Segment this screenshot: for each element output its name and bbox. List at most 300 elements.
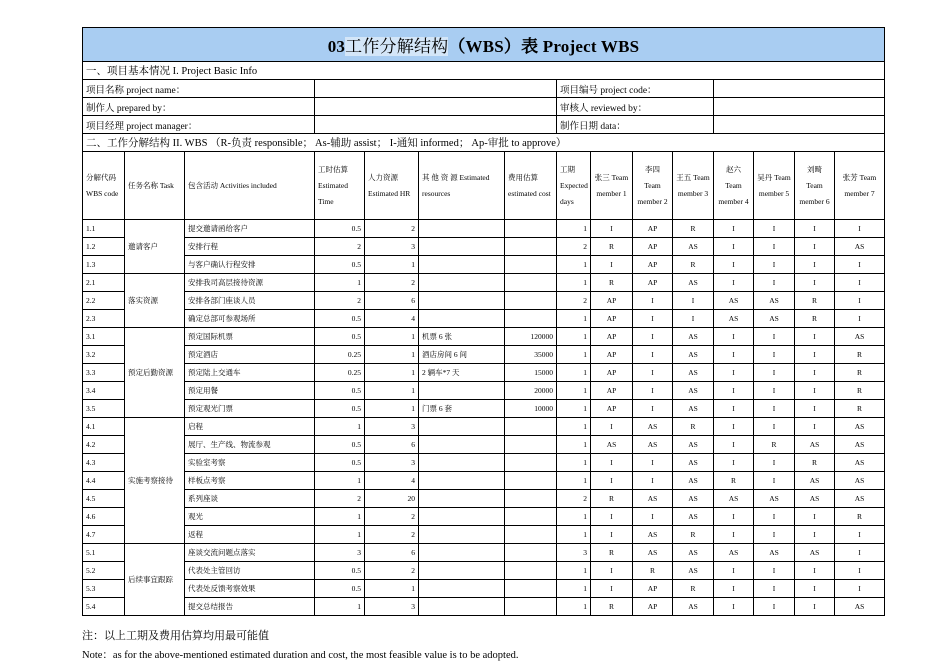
raci-cell-member-6: I <box>795 508 835 526</box>
hr-cell: 2 <box>365 526 419 544</box>
activity-cell: 预定陆上交通车 <box>185 364 315 382</box>
wbs-code-cell: 2.1 <box>83 274 125 292</box>
header-member-6: 刘畸 Team member 6 <box>795 152 835 220</box>
activity-cell: 观光 <box>185 508 315 526</box>
hr-cell: 6 <box>365 436 419 454</box>
time-cell: 0.5 <box>315 562 365 580</box>
table-row <box>83 364 885 382</box>
raci-cell-member-7: AS <box>835 598 885 616</box>
raci-cell-member-4: I <box>714 238 754 256</box>
hr-cell: 1 <box>365 364 419 382</box>
raci-cell-member-7: AS <box>835 238 885 256</box>
title-suffix: （WBS）表 Project WBS <box>448 37 640 56</box>
time-cell: 0.5 <box>315 310 365 328</box>
raci-cell-member-1: AP <box>591 310 633 328</box>
header-member-3: 王五 Team member 3 <box>673 152 714 220</box>
prepared-by-label: 制作人 prepared by： <box>83 98 315 116</box>
title-highlight: 工作分解结构 <box>345 37 449 56</box>
raci-cell-member-1: I <box>591 472 633 490</box>
time-cell: 2 <box>315 490 365 508</box>
raci-cell-member-2: AS <box>633 526 673 544</box>
hr-cell: 2 <box>365 562 419 580</box>
raci-cell-member-7: I <box>835 562 885 580</box>
table-row <box>83 310 885 328</box>
raci-cell-member-5: I <box>754 418 795 436</box>
raci-cell-member-5: AS <box>754 490 795 508</box>
wbs-code-cell: 2.2 <box>83 292 125 310</box>
wbs-sheet <box>82 27 884 616</box>
cost-cell: 120000 <box>505 328 557 346</box>
raci-cell-member-4: I <box>714 526 754 544</box>
header-member-5: 吴丹 Team member 5 <box>754 152 795 220</box>
raci-cell-member-5: I <box>754 382 795 400</box>
activity-cell: 样板点考察 <box>185 472 315 490</box>
raci-cell-member-2: I <box>633 472 673 490</box>
activity-cell: 确定总部可参观场所 <box>185 310 315 328</box>
activity-cell: 预定国际机票 <box>185 328 315 346</box>
header-resources: 其 他 资 源 Estimated resources <box>419 152 505 220</box>
table-row <box>83 544 885 562</box>
header-hr: 人力资源 Estimated HR <box>365 152 419 220</box>
time-cell: 0.5 <box>315 454 365 472</box>
wbs-code-cell: 4.4 <box>83 472 125 490</box>
resource-cell <box>419 526 505 544</box>
time-cell: 0.25 <box>315 346 365 364</box>
raci-cell-member-6: AS <box>795 544 835 562</box>
raci-cell-member-2: AP <box>633 238 673 256</box>
resource-cell: 2 辆车*7 天 <box>419 364 505 382</box>
raci-cell-member-3: AS <box>673 454 714 472</box>
resource-cell <box>419 580 505 598</box>
raci-cell-member-5: I <box>754 274 795 292</box>
table-row <box>83 382 885 400</box>
task-name-cell: 邀请客户 <box>125 220 185 274</box>
raci-cell-member-4: I <box>714 220 754 238</box>
raci-cell-member-2: AS <box>633 418 673 436</box>
project-name-value[interactable] <box>315 80 557 98</box>
days-cell: 1 <box>557 598 591 616</box>
raci-cell-member-3: AS <box>673 364 714 382</box>
days-cell: 1 <box>557 580 591 598</box>
raci-cell-member-5: I <box>754 328 795 346</box>
cost-cell <box>505 490 557 508</box>
raci-cell-member-4: AS <box>714 490 754 508</box>
raci-cell-member-5: I <box>754 472 795 490</box>
days-cell: 1 <box>557 382 591 400</box>
raci-cell-member-5: I <box>754 508 795 526</box>
resource-cell <box>419 454 505 472</box>
resource-cell <box>419 508 505 526</box>
raci-cell-member-7: I <box>835 292 885 310</box>
days-cell: 3 <box>557 544 591 562</box>
raci-cell-member-6: I <box>795 526 835 544</box>
raci-cell-member-6: I <box>795 274 835 292</box>
wbs-code-cell: 5.3 <box>83 580 125 598</box>
raci-cell-member-1: AP <box>591 292 633 310</box>
project-code-label: 项目编号 project code： <box>557 80 714 98</box>
resource-cell <box>419 562 505 580</box>
raci-cell-member-3: AS <box>673 490 714 508</box>
wbs-code-cell: 4.3 <box>83 454 125 472</box>
time-cell: 1 <box>315 274 365 292</box>
raci-cell-member-2: AP <box>633 220 673 238</box>
raci-cell-member-3: AS <box>673 400 714 418</box>
raci-cell-member-1: I <box>591 256 633 274</box>
cost-cell: 15000 <box>505 364 557 382</box>
hr-cell: 4 <box>365 472 419 490</box>
wbs-code-cell: 4.6 <box>83 508 125 526</box>
raci-cell-member-2: AS <box>633 436 673 454</box>
project-code-value[interactable] <box>714 80 885 98</box>
raci-cell-member-3: AS <box>673 544 714 562</box>
days-cell: 1 <box>557 256 591 274</box>
raci-cell-member-7: AS <box>835 472 885 490</box>
raci-cell-member-4: I <box>714 346 754 364</box>
cost-cell <box>505 580 557 598</box>
raci-cell-member-2: I <box>633 310 673 328</box>
raci-cell-member-1: AP <box>591 400 633 418</box>
time-cell: 1 <box>315 598 365 616</box>
raci-cell-member-2: I <box>633 454 673 472</box>
raci-cell-member-3: I <box>673 310 714 328</box>
time-cell: 0.5 <box>315 256 365 274</box>
raci-cell-member-3: R <box>673 418 714 436</box>
raci-cell-member-6: I <box>795 238 835 256</box>
resource-cell <box>419 472 505 490</box>
table-row <box>83 346 885 364</box>
resource-cell <box>419 220 505 238</box>
raci-cell-member-7: I <box>835 580 885 598</box>
time-cell: 1 <box>315 526 365 544</box>
raci-cell-member-5: AS <box>754 544 795 562</box>
time-cell: 1 <box>315 472 365 490</box>
days-cell: 1 <box>557 400 591 418</box>
raci-cell-member-2: I <box>633 328 673 346</box>
raci-cell-member-4: I <box>714 598 754 616</box>
cost-cell: 35000 <box>505 346 557 364</box>
table-row <box>83 580 885 598</box>
section-basic-info: 一、项目基本情况 I. Project Basic Info <box>83 62 885 80</box>
days-cell: 2 <box>557 238 591 256</box>
raci-cell-member-4: I <box>714 454 754 472</box>
header-code: 分解代码 WBS code <box>83 152 125 220</box>
days-cell: 1 <box>557 562 591 580</box>
wbs-code-cell: 3.3 <box>83 364 125 382</box>
raci-cell-member-4: I <box>714 382 754 400</box>
activity-cell: 系列座谈 <box>185 490 315 508</box>
activity-cell: 启程 <box>185 418 315 436</box>
raci-cell-member-2: I <box>633 382 673 400</box>
raci-cell-member-7: R <box>835 364 885 382</box>
raci-cell-member-4: I <box>714 328 754 346</box>
raci-cell-member-3: AS <box>673 508 714 526</box>
activity-cell: 展厅、生产线、物流参观 <box>185 436 315 454</box>
resource-cell <box>419 256 505 274</box>
notes <box>82 627 884 665</box>
hr-cell: 3 <box>365 238 419 256</box>
raci-cell-member-2: AP <box>633 256 673 274</box>
wbs-code-cell: 3.1 <box>83 328 125 346</box>
raci-cell-member-1: R <box>591 238 633 256</box>
cost-cell <box>505 562 557 580</box>
raci-cell-member-7: I <box>835 526 885 544</box>
raci-cell-member-1: AP <box>591 328 633 346</box>
raci-cell-member-4: I <box>714 400 754 418</box>
raci-cell-member-7: I <box>835 544 885 562</box>
raci-cell-member-1: R <box>591 490 633 508</box>
cost-cell <box>505 454 557 472</box>
wbs-code-cell: 4.1 <box>83 418 125 436</box>
raci-cell-member-3: AS <box>673 382 714 400</box>
table-row <box>83 274 885 292</box>
date-value[interactable] <box>714 116 885 134</box>
raci-cell-member-1: I <box>591 580 633 598</box>
days-cell: 1 <box>557 274 591 292</box>
raci-cell-member-5: I <box>754 238 795 256</box>
wbs-code-cell: 3.5 <box>83 400 125 418</box>
table-row <box>83 454 885 472</box>
raci-cell-member-6: I <box>795 382 835 400</box>
reviewed-by-value[interactable] <box>714 98 885 116</box>
wbs-code-cell: 4.7 <box>83 526 125 544</box>
raci-cell-member-1: I <box>591 508 633 526</box>
wbs-code-cell: 5.4 <box>83 598 125 616</box>
hr-cell: 3 <box>365 418 419 436</box>
raci-cell-member-6: AS <box>795 472 835 490</box>
raci-cell-member-7: R <box>835 346 885 364</box>
wbs-code-cell: 3.4 <box>83 382 125 400</box>
raci-cell-member-3: AS <box>673 472 714 490</box>
header-days: 工期 Expected days <box>557 152 591 220</box>
resource-cell: 酒店房间 6 间 <box>419 346 505 364</box>
raci-cell-member-3: AS <box>673 328 714 346</box>
raci-cell-member-5: R <box>754 436 795 454</box>
resource-cell: 机票 6 张 <box>419 328 505 346</box>
raci-cell-member-2: AP <box>633 274 673 292</box>
raci-cell-member-1: AP <box>591 382 633 400</box>
raci-cell-member-7: R <box>835 508 885 526</box>
note-en: Note：as for the above-mentioned estimated duration and cost, the most feasible value is to be adopted. <box>82 650 519 661</box>
task-name-cell: 实施考察接待 <box>125 418 185 544</box>
days-cell: 1 <box>557 526 591 544</box>
wbs-code-cell: 4.2 <box>83 436 125 454</box>
raci-cell-member-3: R <box>673 580 714 598</box>
resource-cell <box>419 490 505 508</box>
task-name-cell: 预定后勤资源 <box>125 328 185 418</box>
days-cell: 1 <box>557 346 591 364</box>
raci-cell-member-7: AS <box>835 418 885 436</box>
raci-cell-member-6: R <box>795 454 835 472</box>
raci-cell-member-3: R <box>673 526 714 544</box>
raci-cell-member-6: I <box>795 346 835 364</box>
wbs-table <box>82 27 885 616</box>
raci-cell-member-4: I <box>714 256 754 274</box>
raci-cell-member-1: R <box>591 598 633 616</box>
manager-label: 项目经理 project manager： <box>83 116 315 134</box>
raci-cell-member-6: R <box>795 310 835 328</box>
raci-cell-member-5: I <box>754 454 795 472</box>
raci-cell-member-6: I <box>795 328 835 346</box>
cost-cell: 10000 <box>505 400 557 418</box>
raci-cell-member-1: I <box>591 220 633 238</box>
raci-cell-member-4: I <box>714 508 754 526</box>
raci-cell-member-6: I <box>795 580 835 598</box>
days-cell: 1 <box>557 328 591 346</box>
wbs-code-cell: 5.2 <box>83 562 125 580</box>
resource-cell <box>419 436 505 454</box>
table-row <box>83 598 885 616</box>
wbs-header-row <box>83 152 885 220</box>
hr-cell: 1 <box>365 346 419 364</box>
days-cell: 1 <box>557 418 591 436</box>
raci-cell-member-1: AS <box>591 436 633 454</box>
hr-cell: 1 <box>365 580 419 598</box>
manager-value[interactable] <box>315 116 557 134</box>
header-task: 任务名称 Task <box>125 152 185 220</box>
activity-cell: 安排各部门座谈人员 <box>185 292 315 310</box>
activity-cell: 与客户确认行程安排 <box>185 256 315 274</box>
task-name-cell: 后续事宜跟踪 <box>125 544 185 616</box>
raci-cell-member-2: AS <box>633 490 673 508</box>
days-cell: 1 <box>557 508 591 526</box>
raci-cell-member-5: I <box>754 598 795 616</box>
table-row <box>83 220 885 238</box>
title-prefix: 03 <box>327 37 346 56</box>
raci-cell-member-4: I <box>714 562 754 580</box>
header-member-1: 张三 Team member 1 <box>591 152 633 220</box>
raci-cell-member-7: I <box>835 220 885 238</box>
header-member-7: 张芳 Team member 7 <box>835 152 885 220</box>
table-row <box>83 400 885 418</box>
time-cell: 1 <box>315 418 365 436</box>
cost-cell <box>505 220 557 238</box>
raci-cell-member-7: I <box>835 310 885 328</box>
time-cell: 0.5 <box>315 382 365 400</box>
days-cell: 1 <box>557 310 591 328</box>
raci-cell-member-4: I <box>714 436 754 454</box>
raci-cell-member-6: I <box>795 364 835 382</box>
days-cell: 1 <box>557 454 591 472</box>
table-row <box>83 256 885 274</box>
raci-cell-member-3: AS <box>673 436 714 454</box>
raci-cell-member-7: AS <box>835 454 885 472</box>
raci-cell-member-6: AS <box>795 436 835 454</box>
raci-cell-member-3: AS <box>673 274 714 292</box>
section-wbs: 二、工作分解结构 II. WBS （R-负责 responsible； As-辅助 assist； I-通知 informed； Ap-审批 to approve） <box>83 134 885 152</box>
activity-cell: 返程 <box>185 526 315 544</box>
time-cell: 0.5 <box>315 580 365 598</box>
cost-cell: 20000 <box>505 382 557 400</box>
raci-cell-member-2: I <box>633 292 673 310</box>
raci-cell-member-4: I <box>714 274 754 292</box>
resource-cell <box>419 598 505 616</box>
raci-cell-member-4: R <box>714 472 754 490</box>
header-time: 工时估算 Estimated Time <box>315 152 365 220</box>
raci-cell-member-7: AS <box>835 328 885 346</box>
days-cell: 2 <box>557 490 591 508</box>
raci-cell-member-5: I <box>754 256 795 274</box>
raci-cell-member-7: R <box>835 400 885 418</box>
table-row <box>83 508 885 526</box>
raci-cell-member-3: AS <box>673 598 714 616</box>
raci-cell-member-4: I <box>714 580 754 598</box>
header-cost: 费用估算 estimated cost <box>505 152 557 220</box>
cost-cell <box>505 310 557 328</box>
wbs-code-cell: 5.1 <box>83 544 125 562</box>
table-row <box>83 238 885 256</box>
raci-cell-member-6: I <box>795 220 835 238</box>
raci-cell-member-1: R <box>591 544 633 562</box>
resource-cell <box>419 310 505 328</box>
raci-cell-member-7: I <box>835 256 885 274</box>
hr-cell: 3 <box>365 598 419 616</box>
raci-cell-member-4: I <box>714 364 754 382</box>
hr-cell: 2 <box>365 508 419 526</box>
activity-cell: 安排我司高层接待资源 <box>185 274 315 292</box>
raci-cell-member-3: R <box>673 256 714 274</box>
raci-cell-member-6: I <box>795 598 835 616</box>
cost-cell <box>505 526 557 544</box>
table-row <box>83 292 885 310</box>
activity-cell: 安排行程 <box>185 238 315 256</box>
raci-cell-member-6: I <box>795 562 835 580</box>
time-cell: 0.25 <box>315 364 365 382</box>
raci-cell-member-5: I <box>754 220 795 238</box>
time-cell: 3 <box>315 544 365 562</box>
activity-cell: 预定用餐 <box>185 382 315 400</box>
activity-cell: 提交邀请函给客户 <box>185 220 315 238</box>
hr-cell: 2 <box>365 274 419 292</box>
raci-cell-member-2: AS <box>633 544 673 562</box>
raci-cell-member-3: I <box>673 292 714 310</box>
hr-cell: 20 <box>365 490 419 508</box>
table-row <box>83 562 885 580</box>
time-cell: 0.5 <box>315 436 365 454</box>
raci-cell-member-5: I <box>754 364 795 382</box>
raci-cell-member-6: I <box>795 256 835 274</box>
prepared-by-value[interactable] <box>315 98 557 116</box>
hr-cell: 1 <box>365 382 419 400</box>
hr-cell: 1 <box>365 256 419 274</box>
cost-cell <box>505 418 557 436</box>
raci-cell-member-2: I <box>633 508 673 526</box>
raci-cell-member-1: AP <box>591 364 633 382</box>
cost-cell <box>505 292 557 310</box>
resource-cell <box>419 382 505 400</box>
raci-cell-member-7: R <box>835 382 885 400</box>
time-cell: 0.5 <box>315 220 365 238</box>
cost-cell <box>505 472 557 490</box>
raci-cell-member-6: I <box>795 400 835 418</box>
raci-cell-member-1: R <box>591 274 633 292</box>
resource-cell: 门票 6 套 <box>419 400 505 418</box>
hr-cell: 1 <box>365 328 419 346</box>
resource-cell <box>419 418 505 436</box>
raci-cell-member-7: AS <box>835 490 885 508</box>
raci-cell-member-1: I <box>591 562 633 580</box>
cost-cell <box>505 544 557 562</box>
raci-cell-member-3: R <box>673 220 714 238</box>
raci-cell-member-2: AP <box>633 580 673 598</box>
raci-cell-member-2: I <box>633 364 673 382</box>
raci-cell-member-6: AS <box>795 490 835 508</box>
time-cell: 0.5 <box>315 400 365 418</box>
resource-cell <box>419 238 505 256</box>
days-cell: 1 <box>557 472 591 490</box>
raci-cell-member-6: I <box>795 418 835 436</box>
raci-cell-member-5: I <box>754 400 795 418</box>
activity-cell: 代表处反馈考察效果 <box>185 580 315 598</box>
